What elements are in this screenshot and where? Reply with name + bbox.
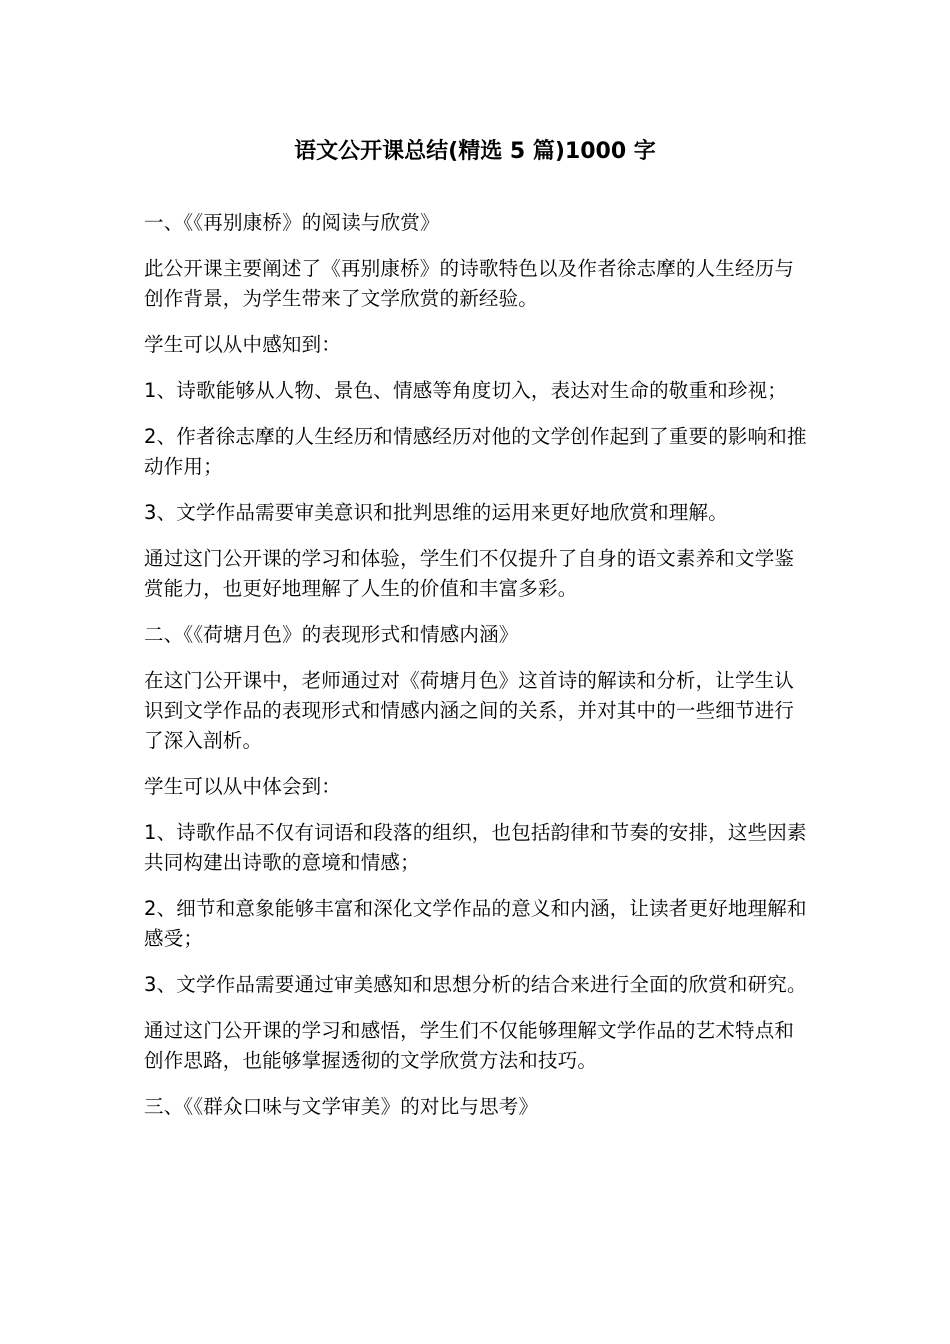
paragraph: 此公开课主要阐述了《再别康桥》的诗歌特色以及作者徐志摩的人生经历与创作背景，为学生带来了文学欣赏的新经验。 (144, 257, 795, 310)
section-heading-2: 二、《《荷塘月色》的表现形式和情感内涵》 (144, 623, 519, 646)
list-item: 1、诗歌作品不仅有词语和段落的组织，也包括韵律和节奏的安排，这些因素共同构建出诗歌的意境和情感； (144, 821, 807, 874)
document-body (144, 208, 812, 1138)
section-heading-1: 一、《《再别康桥》的阅读与欣赏》 (144, 211, 440, 234)
list-item: 2、作者徐志摩的人生经历和情感经历对他的文学创作起到了重要的影响和推动作用； (144, 425, 807, 478)
paragraph: 通过这门公开课的学习和感悟，学生们不仅能够理解文学作品的艺术特点和创作思路，也能够掌握透彻的文学欣赏方法和技巧。 (144, 1019, 795, 1072)
list-item: 1、诗歌能够从人物、景色、情感等角度切入，表达对生命的敬重和珍视； (144, 379, 788, 402)
document-title: 语文公开课总结(精选 5 篇)1000 字 (294, 139, 656, 164)
paragraph: 学生可以从中感知到： (144, 333, 342, 356)
paragraph: 通过这门公开课的学习和体验，学生们不仅提升了自身的语文素养和文学鉴赏能力，也更好地理解了人生的价值和丰富多彩。 (144, 547, 795, 600)
section-heading-3: 三、《《群众口味与文学审美》的对比与思考》 (144, 1095, 539, 1118)
list-item: 3、文学作品需要通过审美感知和思想分析的结合来进行全面的欣赏和研究。 (144, 973, 807, 996)
list-item: 3、文学作品需要审美意识和批判思维的运用来更好地欣赏和理解。 (144, 501, 728, 524)
paragraph: 学生可以从中体会到： (144, 775, 342, 798)
paragraph: 在这门公开课中，老师通过对《荷塘月色》这首诗的解读和分析，让学生认识到文学作品的表现形式和情感内涵之间的关系，并对其中的一些细节进行了深入剖析。 (144, 669, 795, 752)
list-item: 2、细节和意象能够丰富和深化文学作品的意义和内涵，让读者更好地理解和感受； (144, 897, 807, 950)
